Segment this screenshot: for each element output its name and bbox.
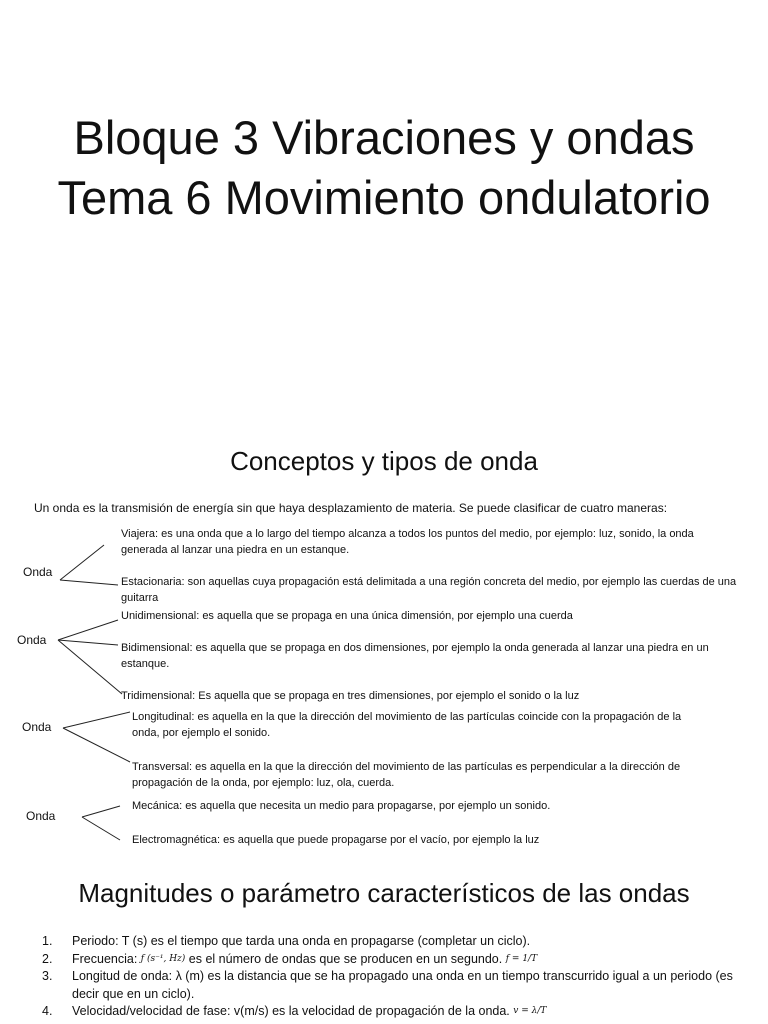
onda-label: Onda bbox=[26, 809, 56, 823]
list-text: Longitud de onda: λ (m) es la distancia que se ha propagado una onda en un tiempo transcurrido igual a un periodo (es decir que en un ciclo). bbox=[72, 969, 733, 1001]
type-mecanica: Mecánica: es aquella que necesita un medio para propagarse, por ejemplo un sonido. bbox=[132, 800, 551, 812]
type-tridimensional: Tridimensional: Es aquella que se propaga en tres dimensiones, por ejemplo el sonido o la luz bbox=[121, 690, 580, 702]
magnitudes-heading: Magnitudes o parámetro característicos de las ondas bbox=[78, 878, 690, 908]
type-viajera: Viajera: es una onda que a lo largo del tiempo alcanza a todos los puntos del medio, por ejemplo: luz, sonido, la onda generada al lanzar una piedra en un estanque. bbox=[121, 528, 694, 556]
velocity-formula: v = λ/T bbox=[513, 1006, 547, 1017]
list-number: 4. bbox=[42, 1004, 53, 1019]
list-item bbox=[0, 933, 768, 951]
list-pre: Frecuencia: bbox=[72, 951, 138, 966]
conceptos-heading: Conceptos y tipos de onda bbox=[230, 446, 538, 476]
type-estacionaria: Estacionaria: son aquellas cuya propagación está delimitada a una región concreta del medio, por ejemplo las cuerdas de una guitarra bbox=[121, 576, 737, 604]
list-text: Velocidad/velocidad de fase: v(m/s) es la velocidad de propagación de la onda. bbox=[72, 1004, 510, 1019]
list-item bbox=[0, 968, 768, 1003]
branch-line bbox=[60, 545, 104, 580]
branch-line bbox=[63, 728, 130, 762]
list-number: 3. bbox=[42, 969, 53, 984]
type-bidimensional: Bidimensional: es aquella que se propaga en dos dimensiones, por ejemplo la onda generada al lanzar una piedra en un estanque. bbox=[121, 642, 709, 670]
title-line-1: Bloque 3 Vibraciones y ondas bbox=[73, 111, 695, 164]
branch-line bbox=[58, 640, 122, 694]
type-unidimensional: Unidimensional: es aquella que se propaga en una única dimensión, por ejemplo una cuerda bbox=[121, 610, 573, 622]
conceptos-intro: Un onda es la transmisión de energía sin que haya desplazamiento de materia. Se puede clasificar de cuatro maneras: bbox=[34, 501, 668, 515]
list-text: Periodo: T (s) es el tiempo que tarda una onda en propagarse (completar un ciclo). bbox=[72, 934, 531, 948]
list-number: 2. bbox=[42, 951, 53, 966]
branch-line bbox=[58, 640, 118, 645]
branch-line bbox=[58, 620, 118, 640]
frequency-symbol: ƒ (s⁻¹, Hz) bbox=[140, 953, 186, 964]
type-longitudinal: Longitudinal: es aquella en la que la dirección del movimiento de las partículas coincide con la propagación de la onda, por ejemplo el sonido. bbox=[132, 711, 682, 739]
list-text: es el número de ondas que se producen en un segundo. bbox=[188, 951, 503, 966]
branch-line bbox=[60, 580, 118, 585]
branch-line bbox=[63, 712, 130, 728]
onda-label: Onda bbox=[17, 633, 47, 647]
branch-line bbox=[82, 806, 120, 817]
onda-label: Onda bbox=[22, 720, 52, 734]
type-transversal: Transversal: es aquella en la que la dirección del movimiento de las partículas es perpendicular a la dirección de propagación de la onda, por ejemplo: luz, ola, cuerda. bbox=[132, 761, 681, 789]
list-item bbox=[0, 1003, 768, 1021]
title-line-2: Tema 6 Movimiento ondulatorio bbox=[57, 171, 711, 224]
type-electromagnetica: Electromagnética: es aquella que puede propagarse por el vacío, por ejemplo la luz bbox=[132, 834, 540, 846]
list-number: 1. bbox=[42, 934, 53, 948]
magnitudes-list bbox=[0, 933, 768, 1021]
frequency-formula: f = 1/T bbox=[505, 953, 538, 964]
branch-line bbox=[82, 817, 120, 840]
onda-label: Onda bbox=[23, 565, 53, 579]
list-item bbox=[0, 951, 768, 969]
